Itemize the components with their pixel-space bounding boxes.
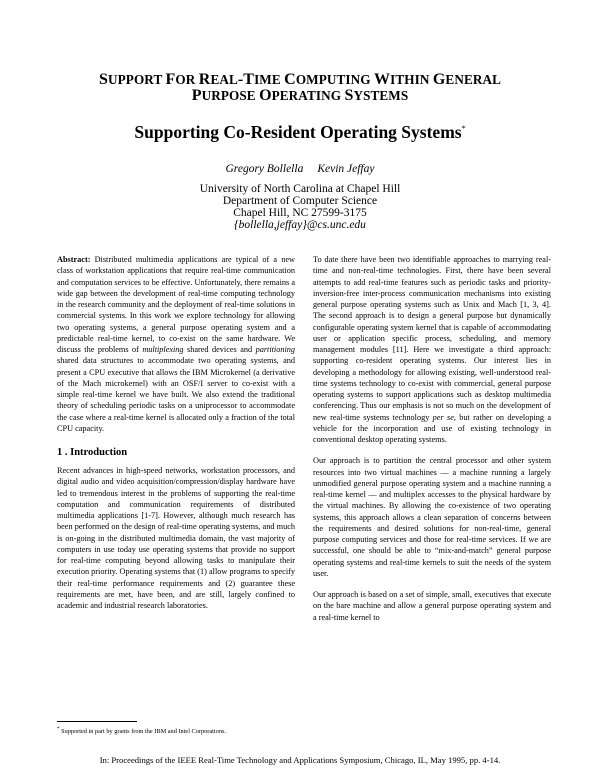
author-name: Gregory Bollella (225, 163, 304, 175)
body-paragraph: To date there have been two identifiable approaches to marrying real-time and non-real-time technologies. First, there have been several attempts to add real-time features such as periodic tasks and priority-inversion-free inter-process communication mechanisms into existing general purpose operating systems such as Unix and Mach [1, 3, 4]. The second approach is to design a general purpose but dynamically configurable operating system kernel that is capable of accommodating user or application specific process, scheduling, and memory management modules [11]. Here we investigate a third approach: supporting co-resident operating systems. Our interest lies in developing a methodology for allowing existing, well-understood real-time systems technology to co-exist with commercial, general purpose operating systems to support applications such as desktop multimedia conferencing. Thus our emphasis is not so much on the development of new real-time systems technology per se, but rather on developing a vehicle for the incorporation and use of existing technology in conventional desktop operating systems. (313, 255, 551, 444)
paper-title (60, 72, 540, 104)
footnote-divider (57, 721, 137, 722)
affiliation (60, 183, 540, 231)
body-paragraph: Our approach is to partition the central processor and other system resources into two virtual machines — a machine running a largely unmodified general purpose operating system and a machine running a real-time kernel — and multiplex accesses to the physical hardware by the virtual machines. By allowing the co-existence of two operating systems, this approach allows a clean separation of concerns between the requirements and desired solutions for non-real-time, general purpose computing services and those for real-time services. If we are successful, one should be able to “mix-and-match” general purpose operating systems and real-time kernels to suit the needs of the system user. (313, 456, 551, 578)
right-column (313, 254, 551, 623)
subtitle-footnote-mark: * (461, 124, 466, 133)
affiliation-line: Chapel Hill, NC 27599-3175 (233, 207, 367, 219)
introduction-paragraph: Recent advances in high-speed networks, workstation processors, and digital audio and video acquisition/compression/display hardware have led to tremendous interest in the problems of supporting the real-time computation and communication requirements of distributed multimedia applications [1-7]. However, although much research has been performed on the design of real-time operating systems, and much is on-going in the distributed multimedia domain, the vast majority of computers in use today use operating systems that provide no support for real-time computing beyond allowing tasks to manipulate their execution priority. Operating systems that (1) allow programs to specify their real-time performance requirements and (2) guarantee these requirements are met, have been, and are still, largely confined to academic and industrial research laboratories. (57, 466, 295, 610)
body-paragraph: Our approach is based on a set of simple, small, executives that execute on the bare machine and allow a general purpose operating system and a real-time kernel to (313, 590, 551, 622)
authors (60, 162, 540, 176)
paper-subtitle (60, 119, 540, 142)
abstract-label: Abstract: (57, 255, 91, 264)
affiliation-line: Department of Computer Science (222, 195, 378, 207)
author-emails: {bollella,jeffay}@cs.unc.edu (234, 219, 366, 231)
author-name: Kevin Jeffay (317, 163, 375, 175)
footnote: * Supported in part by grants from the IBM and Intel Corporations. (57, 727, 226, 736)
section-heading-introduction: 1 . Introduction (57, 447, 128, 458)
affiliation-line: University of North Carolina at Chapel Hill (199, 183, 401, 195)
subtitle-text: Supporting Co-Resident Operating Systems (134, 122, 462, 142)
title-line-1: SUPPORT FOR REAL-TIME COMPUTING WITHIN GENERAL (99, 71, 501, 88)
left-column (57, 254, 295, 611)
title-line-2: PURPOSE OPERATING SYSTEMS (191, 87, 409, 104)
publication-footer: In: Proceedings of the IEEE Real-Time Technology and Applications Symposium, Chicago, IL, May 1995, pp. 4-14. (99, 755, 501, 765)
abstract: Abstract: Distributed multimedia applications are typical of a new class of workstation applications that require real-time communication and computation services to be effective. Unfortunately, there remains a wide gap between the development of real-time computing technology in the research community and the deployment of real-time solutions in commercial systems. In this work we explore technology for allowing two operating systems, a general purpose operating system and a predictable real-time kernel, to co-exist on the same hardware. We discuss the problems of multiplexing shared devices and partitioning shared data structures to accommodate two operating systems, and present a CPU executive that allows the IBM Microkernel (a derivative of the Mach microkernel) with an OSF/I server to co-exist with a simple real-time kernel we have built. We also extend the traditional theory of scheduling periodic tasks on a uniprocessor to accommodate the case where a real-time kernel is allocated only a fraction of the total CPU capacity. (57, 255, 295, 433)
